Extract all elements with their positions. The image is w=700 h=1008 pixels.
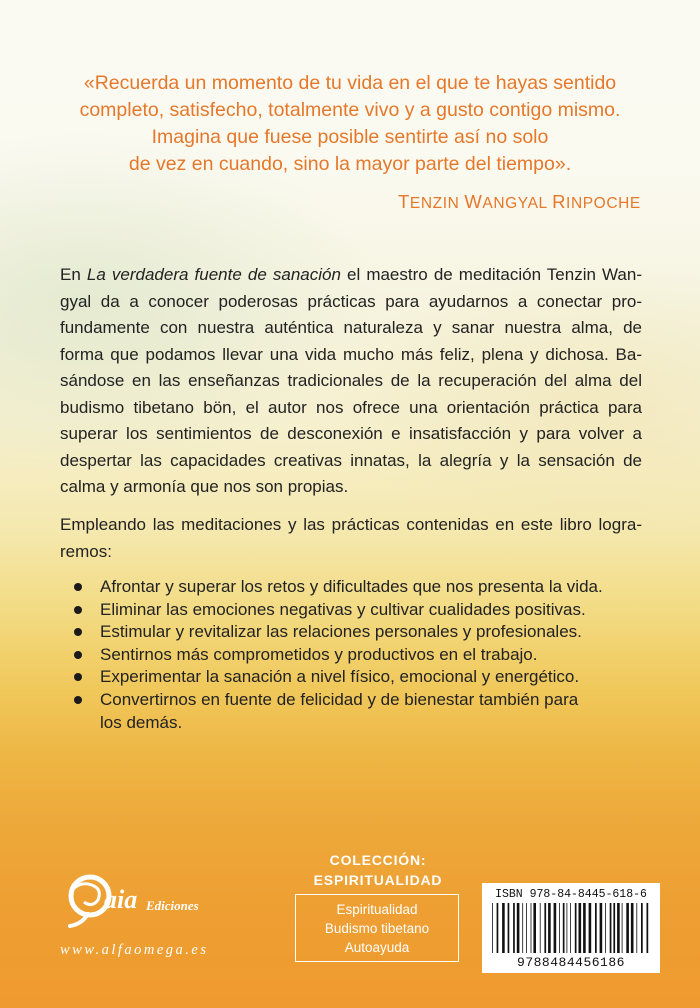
list-item: Estimular y revitalizar las relaciones personales y profesionales. [74, 621, 603, 644]
description-line: budismo tibetano bön, el autor nos ofrece una orientación práctica para [60, 397, 642, 417]
barcode-bar [533, 903, 536, 953]
barcode-bar [647, 903, 649, 953]
benefits-intro [60, 512, 642, 565]
publisher-name: Ediciones [146, 898, 199, 913]
book-title: La verdadera fuente de sanación [86, 265, 341, 284]
barcode-bar [559, 903, 560, 953]
barcode-bar [626, 903, 629, 953]
barcode-bar [508, 903, 510, 953]
collection-name: ESPIRITUALIDAD [313, 872, 443, 888]
quote-line: de vez en cuando, sino la mayor parte del tiempo». [128, 153, 572, 175]
description-line: En La verdadera fuente de sanación el maestro de meditación Tenzin Wan- [60, 265, 643, 284]
barcode-bar [563, 903, 565, 953]
list-item: Eliminar las emociones negativas y cultivar cualidades positivas. [74, 599, 603, 622]
description-line: forma que podamos llevar una vida mucho más feliz, plena y dichosa. Ba- [60, 344, 642, 364]
quote-line: Imagina que fuese posible sentirte así no solo [151, 126, 549, 148]
barcode-bar [540, 903, 541, 953]
barcode-bar [526, 903, 527, 953]
topic: Budismo tibetano [324, 921, 430, 936]
description-line: gyal da a conocer poderosas prácticas para ayudarnos a conectar pro- [60, 291, 642, 311]
barcode-bars [492, 903, 652, 953]
description-line: superar los sentimientos de desconexión e insatisfacción y para volver a [60, 424, 642, 443]
barcode [482, 883, 660, 973]
quote-author: TENZIN WANGYAL RINPOCHE [398, 191, 641, 212]
barcode-bar [522, 903, 523, 953]
barcode-bar [531, 903, 532, 953]
description-line: fundamente con nuestra auténtica naturaleza y sanar nuestra alma, de [60, 318, 642, 337]
barcode-bar [492, 903, 493, 953]
description-line: despertar las capacidades creativas innatas, la alegría y la sensación de [60, 450, 642, 470]
quote-line: «Recuerda un momento de tu vida en el que te hayas sentido [83, 72, 617, 94]
svg-text:aia: aia [104, 885, 138, 914]
barcode-bar [605, 903, 606, 953]
barcode-bar [579, 903, 582, 953]
intro-line: remos: [60, 541, 112, 561]
barcode-bar [610, 903, 612, 953]
list-item-continuation: los demás. [100, 713, 183, 732]
barcode-bar [622, 903, 623, 953]
barcode-bar [517, 903, 520, 953]
barcode-bar [567, 903, 568, 953]
collection-title: COLECCIÓN: [329, 852, 427, 868]
barcode-bar [513, 903, 515, 953]
list-item: Experimentar la sanación a nivel físico, emocional y energético. [74, 666, 603, 689]
list-item: Convertirnos en fuente de felicidad y de bienestar también para [74, 689, 603, 712]
isbn-number: ISBN 978-84-8445-618-6 [495, 888, 647, 901]
description-line: sándose en las enseñanzas tradicionales de la recuperación del alma del [60, 371, 642, 390]
barcode-bar [575, 903, 577, 953]
barcode-bar [617, 903, 620, 953]
topic: Autoayuda [344, 940, 410, 955]
barcode-bar [636, 903, 637, 953]
barcode-bar [502, 903, 505, 953]
barcode-bar [600, 903, 603, 953]
barcode-bar [497, 903, 499, 953]
barcode-bar [570, 903, 571, 953]
topics-box [295, 894, 459, 962]
barcode-bar [544, 903, 546, 953]
quote-line: completo, satisfecho, totalmente vivo y a gusto contigo mismo. [79, 99, 621, 121]
publisher-website: www.alfaomega.es [60, 942, 209, 958]
barcode-bar [613, 903, 615, 953]
barcode-bar [554, 903, 557, 953]
barcode-bar [595, 903, 597, 953]
list-item: Sentirnos más comprometidos y productivos en el trabajo. [74, 644, 603, 667]
topic: Espiritualidad [336, 902, 418, 917]
description-line: calma y armonía que nos son propias. [60, 477, 349, 496]
barcode-bar [583, 903, 586, 953]
cover-quote [40, 70, 660, 178]
barcode-bar [631, 903, 634, 953]
collection-label [298, 850, 458, 890]
benefits-list [74, 576, 603, 711]
barcode-bar [548, 903, 551, 953]
barcode-bar [589, 903, 592, 953]
book-description [60, 262, 642, 501]
intro-line: Empleando las meditaciones y las prácticas contenidas en este libro logra- [60, 515, 642, 534]
ean-number: 9788484456186 [517, 955, 625, 970]
barcode-bar [641, 903, 643, 953]
list-item: Afrontar y superar los retos y dificultades que nos presenta la vida. [74, 576, 603, 599]
